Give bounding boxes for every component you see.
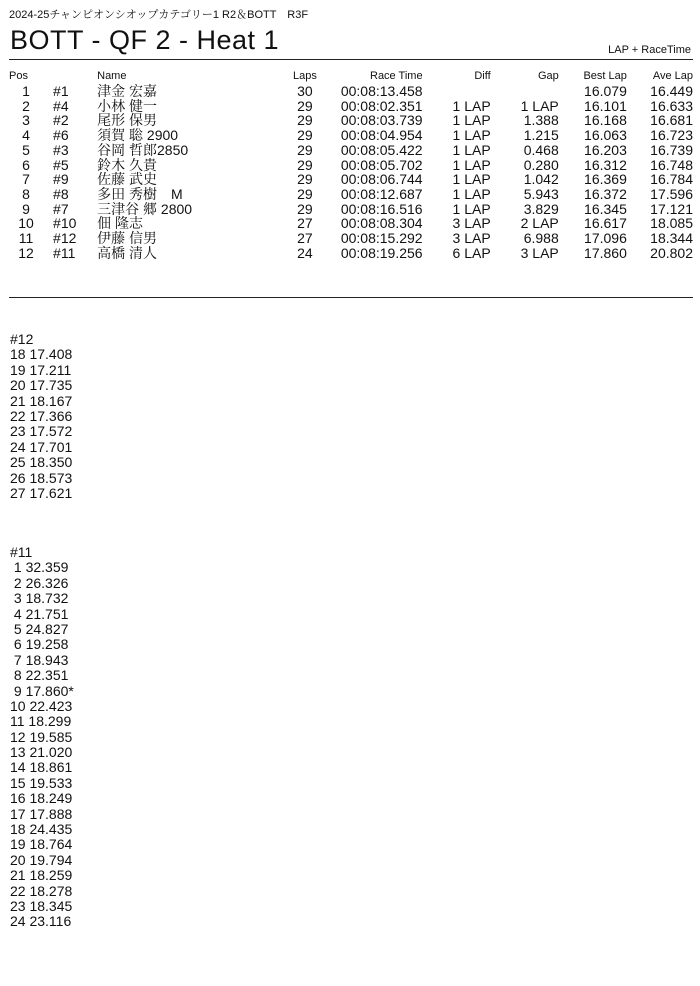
results-table (9, 68, 693, 260)
col-best-lap-header: Best Lap (583, 70, 627, 82)
lap-time-item: 19 18.764 (10, 836, 73, 853)
lap-time-item: 7 18.943 (10, 651, 69, 668)
lap-time-item: 6 19.258 (10, 636, 69, 653)
lap-list (10, 346, 73, 501)
result-laps: 29 (297, 112, 313, 129)
table-row (9, 128, 693, 143)
result-pos: 2 (22, 97, 30, 114)
result-ave-lap: 17.121 (650, 200, 693, 217)
result-pos: 7 (22, 171, 30, 188)
result-diff: 1 LAP (452, 141, 491, 158)
table-row (9, 143, 693, 158)
result-number: #8 (53, 185, 69, 202)
result-diff: 6 LAP (452, 244, 491, 261)
result-diff: 1 LAP (452, 185, 491, 202)
table-row (9, 231, 693, 246)
table-row (9, 84, 693, 99)
result-gap: 3.829 (523, 200, 559, 217)
result-number: #10 (53, 215, 77, 232)
col-gap-header: Gap (537, 70, 559, 82)
lap-time-item: 3 18.732 (10, 590, 69, 607)
lap-time-item: 11 18.299 (10, 713, 72, 730)
result-race-time: 00:08:05.702 (340, 156, 423, 173)
lap-time-item: 18 17.408 (10, 346, 73, 363)
results-divider (9, 297, 693, 298)
result-number: #12 (53, 230, 77, 247)
result-race-time: 00:08:02.351 (340, 97, 423, 114)
result-number: #11 (53, 244, 76, 261)
result-race-time: 00:08:04.954 (340, 127, 423, 144)
result-best-lap: 16.168 (584, 112, 627, 129)
result-laps: 29 (297, 156, 313, 173)
result-number: #5 (53, 156, 69, 173)
lap-time-item: 21 18.259 (10, 867, 73, 884)
result-ave-lap: 20.802 (650, 244, 693, 261)
result-best-lap: 16.063 (584, 127, 627, 144)
result-pos: 3 (22, 112, 30, 129)
lap-time-item: 20 17.735 (10, 377, 73, 394)
result-pos: 6 (22, 156, 30, 173)
lap-time-item: 18 24.435 (10, 821, 73, 838)
result-laps: 29 (297, 141, 313, 158)
result-best-lap: 16.079 (584, 83, 627, 99)
result-name: 小林 健一 (97, 97, 158, 114)
col-laps-header: Laps (292, 70, 317, 82)
result-diff (423, 84, 491, 99)
result-ave-lap: 16.748 (650, 156, 693, 173)
result-ave-lap: 16.633 (650, 97, 693, 114)
result-gap (491, 84, 559, 99)
lap-time-item: 10 22.423 (10, 697, 73, 714)
lap-time-item: 14 18.861 (10, 759, 73, 776)
result-number: #9 (53, 171, 69, 188)
result-number: #6 (53, 127, 69, 144)
lap-time-item: 23 17.572 (10, 423, 73, 440)
result-best-lap: 16.617 (584, 215, 627, 232)
result-race-time: 00:08:16.516 (340, 200, 423, 217)
lap-time-item: 17 17.888 (10, 805, 73, 822)
result-diff: 1 LAP (452, 112, 491, 129)
lap-time-item: 25 18.350 (10, 454, 73, 471)
lap-section-title: #12 (10, 331, 34, 347)
result-pos: 9 (22, 200, 30, 217)
lap-section-11 (10, 544, 74, 930)
lap-time-item: 13 21.020 (10, 744, 73, 761)
col-number-header (43, 68, 97, 84)
result-laps: 29 (297, 171, 313, 188)
lap-time-item: 22 17.366 (10, 407, 73, 424)
result-ave-lap: 18.344 (650, 230, 693, 247)
col-race-time-header: Race Time (370, 70, 423, 82)
result-diff: 1 LAP (452, 127, 491, 144)
result-best-lap: 16.372 (584, 185, 627, 202)
lap-time-item: 26 18.573 (10, 469, 73, 486)
result-laps: 29 (297, 200, 313, 217)
result-gap: 6.988 (523, 230, 559, 247)
result-gap: 5.943 (523, 185, 559, 202)
result-laps: 27 (297, 230, 313, 247)
result-best-lap: 16.312 (584, 156, 627, 173)
table-row (9, 216, 693, 231)
result-number: #7 (53, 200, 69, 217)
result-diff: 3 LAP (452, 230, 491, 247)
lap-time-item: 8 22.351 (10, 667, 69, 684)
lap-time-item: 15 19.533 (10, 774, 73, 791)
result-pos: 8 (22, 185, 30, 202)
result-laps: 30 (297, 83, 313, 99)
lap-time-item: 21 18.167 (10, 392, 73, 409)
result-race-time: 00:08:03.739 (340, 112, 423, 129)
result-ave-lap: 16.449 (650, 83, 693, 99)
result-best-lap: 16.345 (584, 200, 627, 217)
result-laps: 29 (297, 185, 313, 202)
result-best-lap: 16.101 (584, 97, 627, 114)
results-body (9, 84, 693, 260)
result-pos: 5 (22, 141, 30, 158)
result-ave-lap: 16.681 (650, 112, 693, 129)
result-ave-lap: 16.784 (650, 171, 693, 188)
result-best-lap: 16.203 (584, 141, 627, 158)
result-name: 須賀 聡 2900 (97, 127, 179, 144)
lap-time-item: 24 23.116 (10, 913, 72, 930)
result-number: #2 (53, 112, 69, 129)
results-header-row (9, 68, 693, 84)
result-pos: 10 (18, 215, 34, 232)
result-name: 伊藤 信男 (97, 230, 158, 247)
lap-time-item: 19 17.211 (10, 361, 72, 378)
lap-time-item: 16 18.249 (10, 790, 73, 807)
col-name-header: Name (97, 70, 127, 82)
result-name: 佐藤 武史 (97, 171, 158, 188)
lap-time-item: 20 19.794 (10, 851, 73, 868)
result-diff: 1 LAP (452, 156, 491, 173)
lap-time-item: 4 21.751 (10, 605, 69, 622)
result-ave-lap: 16.723 (650, 127, 693, 144)
header-divider (9, 59, 693, 60)
result-ave-lap: 17.596 (650, 185, 693, 202)
table-row (9, 172, 693, 187)
result-race-time: 00:08:05.422 (340, 141, 423, 158)
result-gap: 1.388 (523, 112, 559, 129)
result-number: #3 (53, 141, 69, 158)
table-row (9, 246, 693, 261)
result-best-lap: 17.096 (584, 230, 627, 247)
result-name: 谷岡 哲郎2850 (97, 141, 189, 158)
result-race-time: 00:08:06.744 (340, 171, 423, 188)
result-diff: 3 LAP (452, 215, 491, 232)
result-best-lap: 17.860 (584, 244, 627, 261)
result-gap: 1 LAP (520, 97, 559, 114)
col-diff-header: Diff (474, 70, 491, 82)
lap-time-item: 2 26.326 (10, 574, 69, 591)
col-ave-lap-header: Ave Lap (652, 70, 693, 82)
table-row (9, 158, 693, 173)
lap-section-12 (10, 331, 73, 501)
lap-section-title: #11 (10, 544, 33, 560)
result-race-time: 00:08:13.458 (340, 83, 423, 99)
result-number: #1 (53, 83, 69, 99)
result-pos: 11 (18, 230, 34, 247)
report-title: BOTT - QF 2 - Heat 1 (10, 25, 280, 55)
result-name: 三津谷 郷 2800 (97, 200, 193, 217)
result-name: 鈴木 久貴 (97, 156, 158, 173)
result-race-time: 00:08:15.292 (340, 230, 423, 247)
result-laps: 29 (297, 97, 313, 114)
result-diff: 1 LAP (452, 200, 491, 217)
result-ave-lap: 18.085 (650, 215, 693, 232)
result-laps: 29 (297, 127, 313, 144)
result-gap: 0.280 (523, 156, 559, 173)
result-gap: 1.215 (523, 127, 559, 144)
lap-time-item: 5 24.827 (10, 620, 69, 637)
report-type-label: LAP + RaceTime (608, 44, 691, 56)
lap-time-item: 9 17.860* (10, 682, 74, 699)
report-subtitle: 2024-25チャンピオンシオップカテゴリー1 R2＆BOTT R3F (9, 9, 309, 21)
result-name: 高橋 清人 (97, 244, 158, 261)
result-race-time: 00:08:19.256 (340, 244, 423, 261)
result-name: 佃 隆志 (97, 215, 144, 232)
lap-time-item: 23 18.345 (10, 897, 73, 914)
result-laps: 24 (297, 244, 313, 261)
lap-time-item: 12 19.585 (10, 728, 73, 745)
table-row (9, 113, 693, 128)
table-row (9, 202, 693, 217)
lap-time-item: 27 17.621 (10, 484, 73, 501)
result-pos: 4 (22, 127, 30, 144)
result-best-lap: 16.369 (584, 171, 627, 188)
result-pos: 12 (18, 244, 34, 261)
result-ave-lap: 16.739 (650, 141, 693, 158)
lap-list (10, 559, 74, 930)
result-gap: 1.042 (523, 171, 559, 188)
result-pos: 1 (22, 83, 30, 99)
result-name: 津金 宏嘉 (97, 83, 158, 99)
result-race-time: 00:08:08.304 (340, 215, 423, 232)
result-name: 多田 秀樹 M (97, 185, 183, 202)
result-diff: 1 LAP (452, 97, 491, 114)
table-row (9, 187, 693, 202)
result-name: 尾形 保男 (97, 112, 158, 129)
result-gap: 3 LAP (520, 244, 559, 261)
col-pos-header: Pos (9, 70, 28, 82)
result-gap: 2 LAP (520, 215, 559, 232)
table-row (9, 99, 693, 114)
result-race-time: 00:08:12.687 (340, 185, 423, 202)
result-diff: 1 LAP (452, 171, 491, 188)
result-number: #4 (53, 97, 69, 114)
result-laps: 27 (297, 215, 313, 232)
result-gap: 0.468 (523, 141, 559, 158)
lap-time-item: 22 18.278 (10, 882, 73, 899)
lap-time-item: 1 32.359 (10, 559, 69, 576)
lap-time-item: 24 17.701 (10, 438, 73, 455)
